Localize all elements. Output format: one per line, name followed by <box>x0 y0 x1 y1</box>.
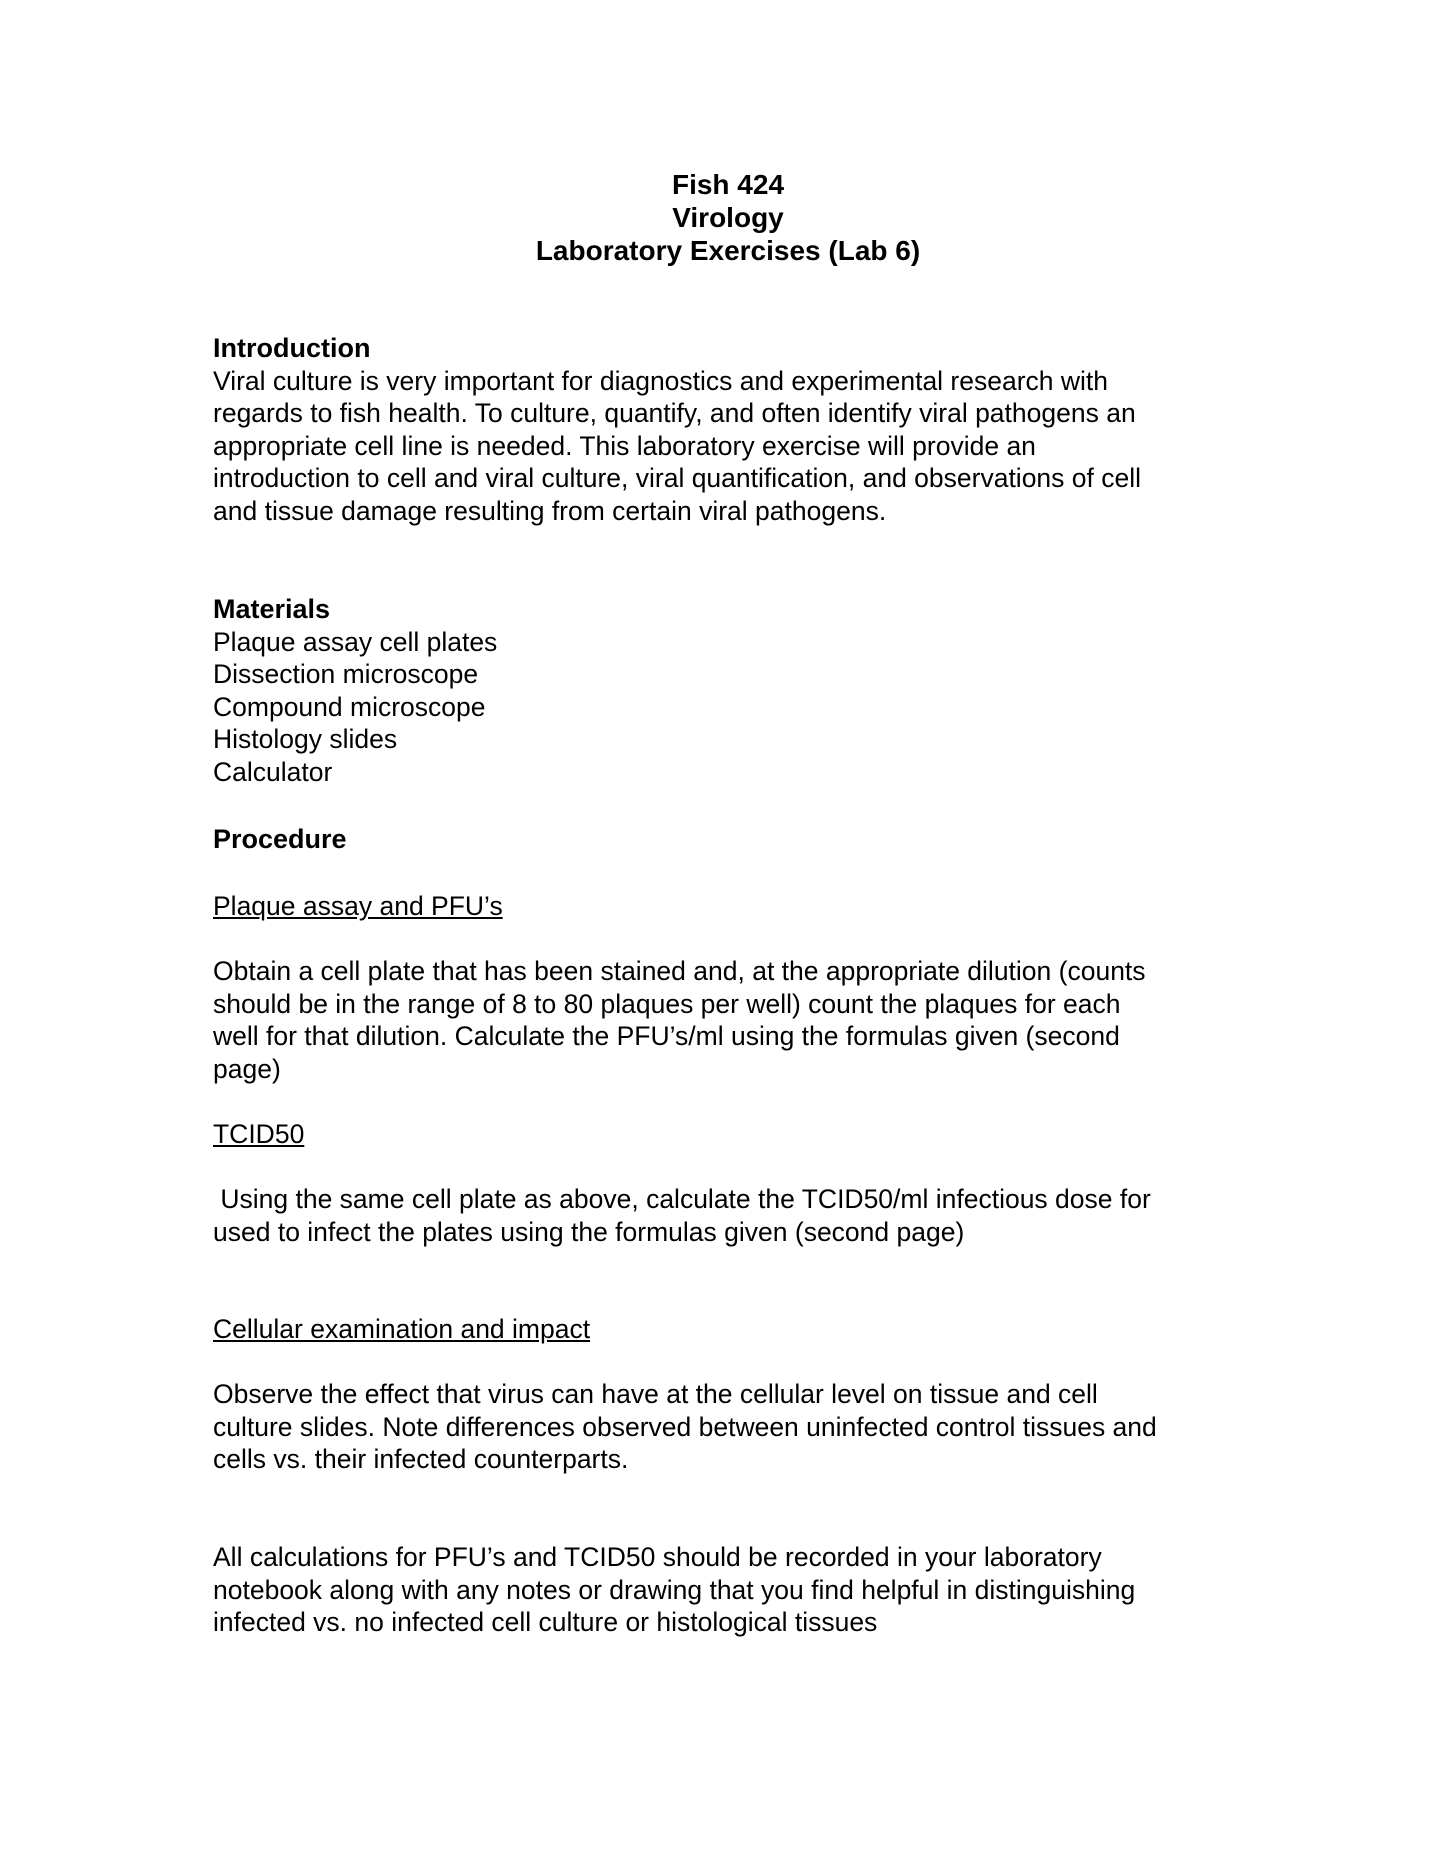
closing-line: All calculations for PFU’s and TCID50 should be recorded in your laboratory <box>213 1542 1102 1572</box>
cellular-line: cells vs. their infected counterparts. <box>213 1444 629 1474</box>
introduction-section <box>213 332 1253 527</box>
subject-title: Virology <box>672 202 784 233</box>
tcid50-subheading: TCID50 <box>213 1119 305 1149</box>
materials-item: Compound microscope <box>213 691 486 722</box>
materials-heading: Materials <box>213 594 331 624</box>
cellular-line: culture slides. Note differences observed between uninfected control tissues and <box>213 1411 1157 1442</box>
tcid-subheading-block <box>213 1118 1253 1151</box>
tcid-line: Using the same cell plate as above, calculate the TCID50/ml infectious dose for <box>213 1184 1151 1214</box>
cellular-line: Observe the effect that virus can have at the cellular level on tissue and cell <box>213 1379 1098 1409</box>
plaque-line: well for that dilution. Calculate the PFU’s/ml using the formulas given (second <box>213 1021 1120 1051</box>
cellular-paragraph <box>213 1378 1253 1476</box>
introduction-line: appropriate cell line is needed. This laboratory exercise will provide an <box>213 430 1036 461</box>
closing-line: notebook along with any notes or drawing that you find helpful in distinguishing <box>213 1574 1136 1605</box>
introduction-line: Viral culture is very important for diagnostics and experimental research with <box>213 365 1109 396</box>
materials-item: Plaque assay cell plates <box>213 626 498 657</box>
plaque-assay-paragraph <box>213 955 1253 1085</box>
course-title: Fish 424 <box>671 169 785 200</box>
document-title <box>0 168 1456 267</box>
plaque-line: Obtain a cell plate that has been stained and, at the appropriate dilution (counts <box>213 956 1146 986</box>
introduction-line: regards to fish health. To culture, quantify, and often identify viral pathogens an <box>213 398 1136 428</box>
procedure-heading-block <box>213 823 1253 856</box>
materials-item: Histology slides <box>213 724 398 754</box>
introduction-line: and tissue damage resulting from certain viral pathogens. <box>213 495 887 526</box>
plaque-assay-subheading: Plaque assay and PFU’s <box>213 891 503 921</box>
plaque-subheading-block <box>213 890 1253 923</box>
plaque-line: should be in the range of 8 to 80 plaques per well) count the plaques for each <box>213 988 1121 1019</box>
procedure-heading: Procedure <box>213 824 347 854</box>
tcid50-paragraph <box>213 1183 1253 1248</box>
closing-paragraph <box>213 1541 1253 1639</box>
introduction-heading: Introduction <box>213 333 371 363</box>
materials-section <box>213 593 1253 788</box>
materials-item: Dissection microscope <box>213 659 479 689</box>
introduction-line: introduction to cell and viral culture, viral quantification, and observations of cell <box>213 463 1142 493</box>
cellular-subheading-block <box>213 1313 1253 1346</box>
lab-title: Laboratory Exercises (Lab 6) <box>535 235 921 266</box>
cellular-examination-subheading: Cellular examination and impact <box>213 1314 591 1344</box>
closing-line: infected vs. no infected cell culture or histological tissues <box>213 1607 878 1637</box>
materials-item: Calculator <box>213 756 333 787</box>
tcid-line: used to infect the plates using the formulas given (second page) <box>213 1216 965 1247</box>
plaque-line: page) <box>213 1053 281 1084</box>
